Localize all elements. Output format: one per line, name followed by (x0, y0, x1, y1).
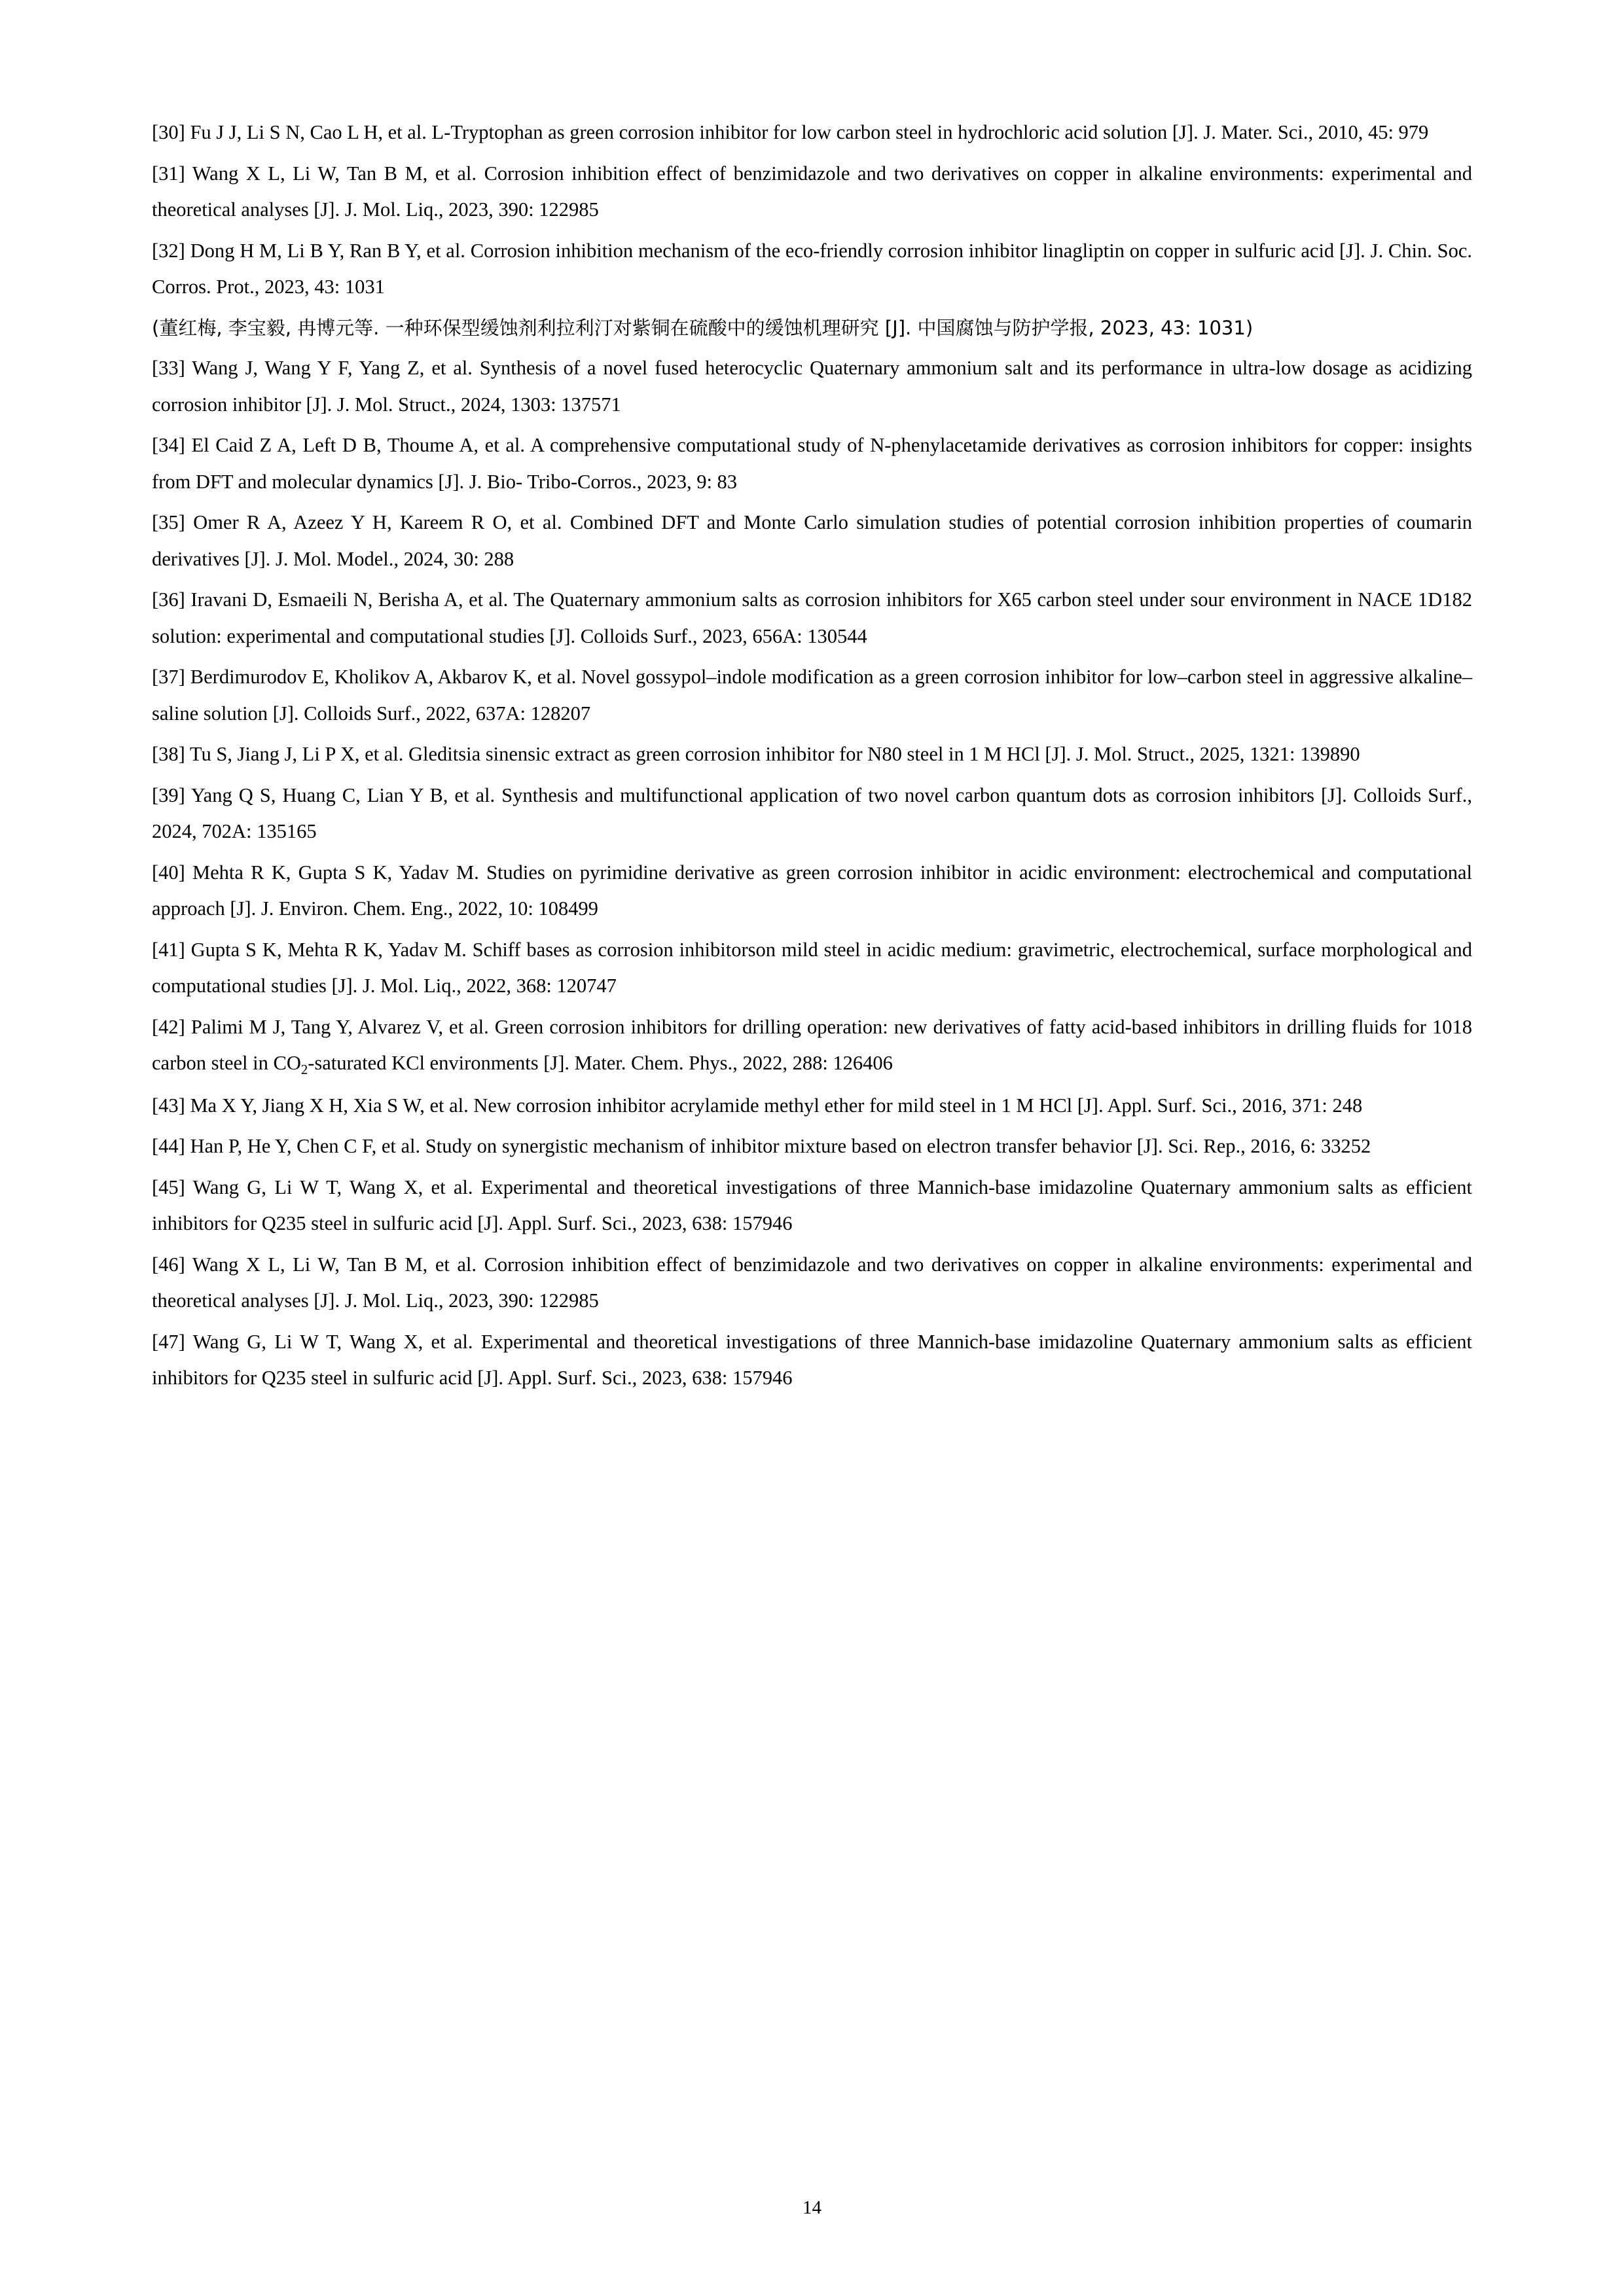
reference-list (152, 115, 1472, 1397)
reference-item-chinese: (董红梅, 李宝毅, 冉博元等. 一种环保型缓蚀剂利拉利汀对紫铜在硫酸中的缓蚀机理研究 [J]. 中国腐蚀与防护学报, 2023, 43: 1031) (152, 316, 1254, 339)
reference-item: [47] Wang G, Li W T, Wang X, et al. Experimental and theoretical investigations of three Mannich-base imidazoline Quaternary ammonium salts as efficient inhibitors for Q235 steel in sulfuric acid [J]. Appl. Surf. Sci., 2023, 638: 157946 (152, 1330, 1472, 1390)
reference-item: [46] Wang X L, Li W, Tan B M, et al. Corrosion inhibition effect of benzimidazole and two derivatives on copper in alkaline environments: experimental and theoretical analyses [J]. J. Mol. Liq., 2023, 390: 122985 (152, 1253, 1472, 1312)
reference-item: [32] Dong H M, Li B Y, Ran B Y, et al. Corrosion inhibition mechanism of the eco-friendly corrosion inhibitor linagliptin on copper in sulfuric acid [J]. J. Chin. Soc. Corros. Prot., 2023, 43: 1031 (152, 239, 1472, 298)
reference-item: [40] Mehta R K, Gupta S K, Yadav M. Studies on pyrimidine derivative as green corrosion inhibitor in acidic environment: electrochemical and computational approach [J]. J. Environ. Chem. Eng., 2022, 10: 108499 (152, 861, 1472, 920)
reference-item: [33] Wang J, Wang Y F, Yang Z, et al. Synthesis of a novel fused heterocyclic Quaternary ammonium salt and its performance in ultra-low dosage as acidizing corrosion inhibitor [J]. J. Mol. Struct., 2024, 1303: 137571 (152, 357, 1472, 416)
reference-item: [36] Iravani D, Esmaeili N, Berisha A, et al. The Quaternary ammonium salts as corrosion inhibitors for X65 carbon steel under sour environment in NACE 1D182 solution: experimental and computational studies [J]. Colloids Surf., 2023, 656A: 130544 (152, 588, 1472, 647)
reference-item: [41] Gupta S K, Mehta R K, Yadav M. Schiff bases as corrosion inhibitorson mild steel in acidic medium: gravimetric, electrochemical, surface morphological and computational studies [J]. J. Mol. Liq., 2022, 368: 120747 (152, 938, 1472, 997)
reference-item: [43] Ma X Y, Jiang X H, Xia S W, et al. New corrosion inhibitor acrylamide methyl ether for mild steel in 1 M HCl [J]. Appl. Surf. Sci., 2016, 371: 248 (152, 1094, 1363, 1117)
reference-item: [45] Wang G, Li W T, Wang X, et al. Experimental and theoretical investigations of three Mannich-base imidazoline Quaternary ammonium salts as efficient inhibitors for Q235 steel in sulfuric acid [J]. Appl. Surf. Sci., 2023, 638: 157946 (152, 1175, 1472, 1235)
page-number: 14 (803, 2197, 821, 2218)
reference-item: [37] Berdimurodov E, Kholikov A, Akbarov K, et al. Novel gossypol–indole modification as a green corrosion inhibitor for low–carbon steel in aggressive alkaline–saline solution [J]. Colloids Surf., 2022, 637A: 128207 (152, 666, 1472, 725)
reference-item: [42] Palimi M J, Tang Y, Alvarez V, et al. Green corrosion inhibitors for drilling operation: new derivatives of fatty acid-based inhibitors in drilling fluids for 1018 carbon steel in $CO_2$-saturated KCl environments [J]. Mater. Chem. Phys., 2022, 288: 126406 (152, 1015, 1472, 1078)
reference-item: [34] El Caid Z A, Left D B, Thoume A, et al. A comprehensive computational study of N-phenylacetamide derivatives as corrosion inhibitors for copper: insights from DFT and molecular dynamics [J]. J. Bio- Tribo-Corros., 2023, 9: 83 (152, 434, 1472, 493)
reference-item: [44] Han P, He Y, Chen C F, et al. Study on synergistic mechanism of inhibitor mixture based on electron transfer behavior [J]. Sci. Rep., 2016, 6: 33252 (152, 1135, 1371, 1158)
reference-item: [35] Omer R A, Azeez Y H, Kareem R O, et al. Combined DFT and Monte Carlo simulation studies of potential corrosion inhibition properties of coumarin derivatives [J]. J. Mol. Model., 2024, 30: 288 (152, 511, 1472, 570)
reference-item: [30] Fu J J, Li S N, Cao L H, et al. L-Tryptophan as green corrosion inhibitor for low carbon steel in hydrochloric acid solution [J]. J. Mater. Sci., 2010, 45: 979 (152, 121, 1429, 143)
reference-item: [31] Wang X L, Li W, Tan B M, et al. Corrosion inhibition effect of benzimidazole and two derivatives on copper in alkaline environments: experimental and theoretical analyses [J]. J. Mol. Liq., 2023, 390: 122985 (152, 162, 1472, 221)
reference-item: [39] Yang Q S, Huang C, Lian Y B, et al. Synthesis and multifunctional application of two novel carbon quantum dots as corrosion inhibitors [J]. Colloids Surf., 2024, 702A: 135165 (152, 783, 1472, 843)
reference-item: [38] Tu S, Jiang J, Li P X, et al. Gleditsia sinensic extract as green corrosion inhibitor for N80 steel in 1 M HCl [J]. J. Mol. Struct., 2025, 1321: 139890 (152, 743, 1360, 766)
